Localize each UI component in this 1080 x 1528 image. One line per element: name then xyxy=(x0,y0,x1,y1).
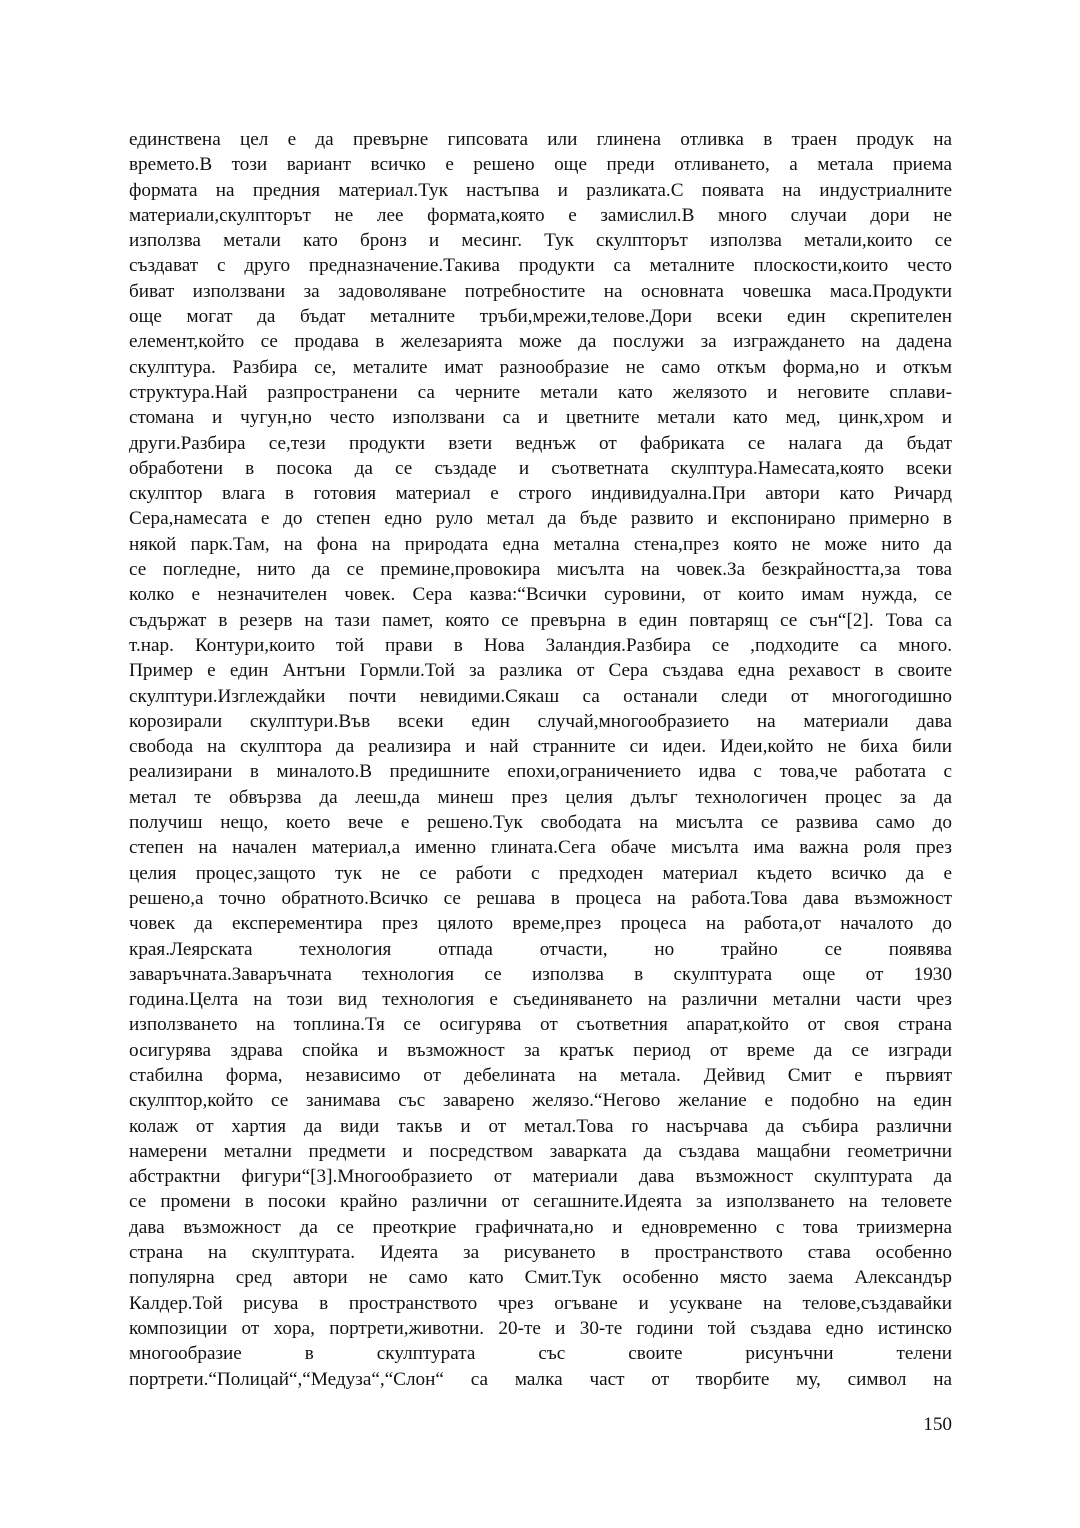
text-line: се промени в посоки крайно различни от сегашните.Идеята за използването на теловете xyxy=(129,1191,952,1213)
text-line: някой парк.Там, на фона на природата една метална стена,през която не може нито да xyxy=(129,533,952,555)
text-line: скулптура. Разбира се, металите имат разнообразие не само откъм форма,но и откъм xyxy=(129,356,952,378)
text-line: колко е незначителен човек. Сера казва:“Всички суровини, от които имам нужда, се xyxy=(129,584,952,606)
text-line: обработени в посока да се създаде и съответната скулптура.Намесата,която всеки xyxy=(129,457,952,479)
text-line: скулптор влага в готовия материал е строго индивидуална.При автори като Ричард xyxy=(129,483,952,505)
text-line: Сера,намесата е до степен едно руло метал да бъде развито и експонирано примерно в xyxy=(129,508,952,530)
text-line: създават с друго предназначение.Такива продукти са металните плоскости,които често xyxy=(129,255,952,277)
text-line: многообразие в скулптурата със своите рисунъчни телени xyxy=(129,1343,952,1365)
text-line: корозирали скулптури.Във всеки един случай,многообразието на материали дава xyxy=(129,710,952,732)
text-line: Калдер.Той рисува в пространството чрез огъване и усукване на телове,създавайки xyxy=(129,1292,952,1314)
text-line: портрети.“Полицай“,“Медуза“,“Слон“ са малка част от творбите му, символ на xyxy=(129,1368,952,1390)
text-line: формата на предния материал.Тук настъпва и разликата.С появата на индустриалните xyxy=(129,179,952,201)
text-line: края.Леярската технология отпада отчасти, но трайно се появява xyxy=(129,938,952,960)
text-line: скулптор,който се занимава със заварено желязо.“Негово желание е подобно на един xyxy=(129,1090,952,1112)
text-line: решено,а точно обратното.Всичко се решава в процеса на работа.Това дава възможност xyxy=(129,887,952,909)
text-line: използването на топлина.Тя се осигурява от съответния апарат,който от своя страна xyxy=(129,1014,952,1036)
text-line: съдържат в резерв на тази памет, която се превърна в един повтарящ се сън“[2]. Това са xyxy=(129,609,952,631)
text-line: стабилна форма, независимо от дебелината на метала. Дейвид Смит е първият xyxy=(129,1064,952,1086)
text-line: композиции от хора, портрети,животни. 20-те и 30-те години той създава едно истинско xyxy=(129,1317,952,1339)
text-line: година.Целта на този вид технология е съединяването на различни метални части чрез xyxy=(129,989,952,1011)
text-line: Пример е един Антъни Гормли.Той за разлика от Сера създава една рехавост в своите xyxy=(129,660,952,682)
text-line: страна на скулптурата. Идеята за рисуването в пространството става особенно xyxy=(129,1242,952,1264)
text-line: се погледне, нито да се премине,провокира мисълта на човек.За безкрайността,за това xyxy=(129,559,952,581)
text-line: метал те обвързва да лееш,да минеш през целия дълъг технологичен процес за да xyxy=(129,786,952,808)
text-line: времето.В този вариант всичко е решено още преди отливането, а метала приема xyxy=(129,154,952,176)
text-line: материали,скулпторът не лее формата,която е замислил.В много случаи дори не xyxy=(129,204,952,226)
text-line: колаж от хартия да види такъв и от метал.Това го насърчава да събира различни xyxy=(129,1115,952,1137)
text-line: дава възможност да се преоткрие графичната,но и едновременно с това триизмерна xyxy=(129,1216,952,1238)
text-line: абстрактни фигури“[3].Многообразието от материали дава възможност скулптурата да xyxy=(129,1166,952,1188)
text-line: човек да експерементира през цялото време,през процеса на работа,от началото до xyxy=(129,913,952,935)
page-number: 150 xyxy=(923,1414,952,1435)
text-line: скулптури.Изглеждайки почти невидими.Сякаш са останали следи от многогодишно xyxy=(129,685,952,707)
text-line: степен на начален материал,а именно глината.Сега обаче мисълта има важна роля през xyxy=(129,837,952,859)
text-line: елемент,който се продава в железарията може да послужи за изграждането на дадена xyxy=(129,331,952,353)
text-line: стомана и чугун,но често използвани са и цветните метали като мед, цинк,хром и xyxy=(129,407,952,429)
text-line: популярна сред автори не само като Смит.Тук особенно място заема Александър xyxy=(129,1267,952,1289)
text-line: използва метали като бронз и месинг. Тук скулпторът използва метали,които се xyxy=(129,230,952,252)
text-line: реализирани в миналото.В предишните епохи,ограничението идва с това,че работата с xyxy=(129,761,952,783)
text-line: още могат да бъдат металните тръби,мрежи,телове.Дори всеки един скрепителен xyxy=(129,306,952,328)
text-line: заваръчната.Заваръчната технология се използва в скулптурата още от 1930 xyxy=(129,963,952,985)
text-line: намерени метални предмети и посредством заварката да създава мащабни геометрични xyxy=(129,1140,952,1162)
body-text xyxy=(129,127,952,1392)
text-line: единствена цел е да превърне гипсовата или глинена отливка в траен продук на xyxy=(129,129,952,150)
text-line: получиш нещо, което вече е решено.Тук свободата на мисълта се развива само до xyxy=(129,812,952,834)
text-line: осигурява здрава спойка и възможност за кратък период от време да се изгради xyxy=(129,1039,952,1061)
text-line: т.нар. Контури,които той прави в Нова Заландия.Разбира се ,подходите са много. xyxy=(129,634,952,656)
text-line: други.Разбира се,тези продукти взети веднъж от фабриката се налага да бъдат xyxy=(129,432,952,454)
text-line: свобода на скулптора да реализира и най странните си идеи. Идеи,който не биха били xyxy=(129,736,952,758)
text-line: биват използвани за задоволяване потребностите на основната човешка маса.Продукти xyxy=(129,280,952,302)
text-line: целия процес,защото тук не се работи с предходен материал където всичко да е xyxy=(129,862,952,884)
text-line: структура.Най разпространени са черните метали като желязото и неговите сплави- xyxy=(129,381,952,403)
